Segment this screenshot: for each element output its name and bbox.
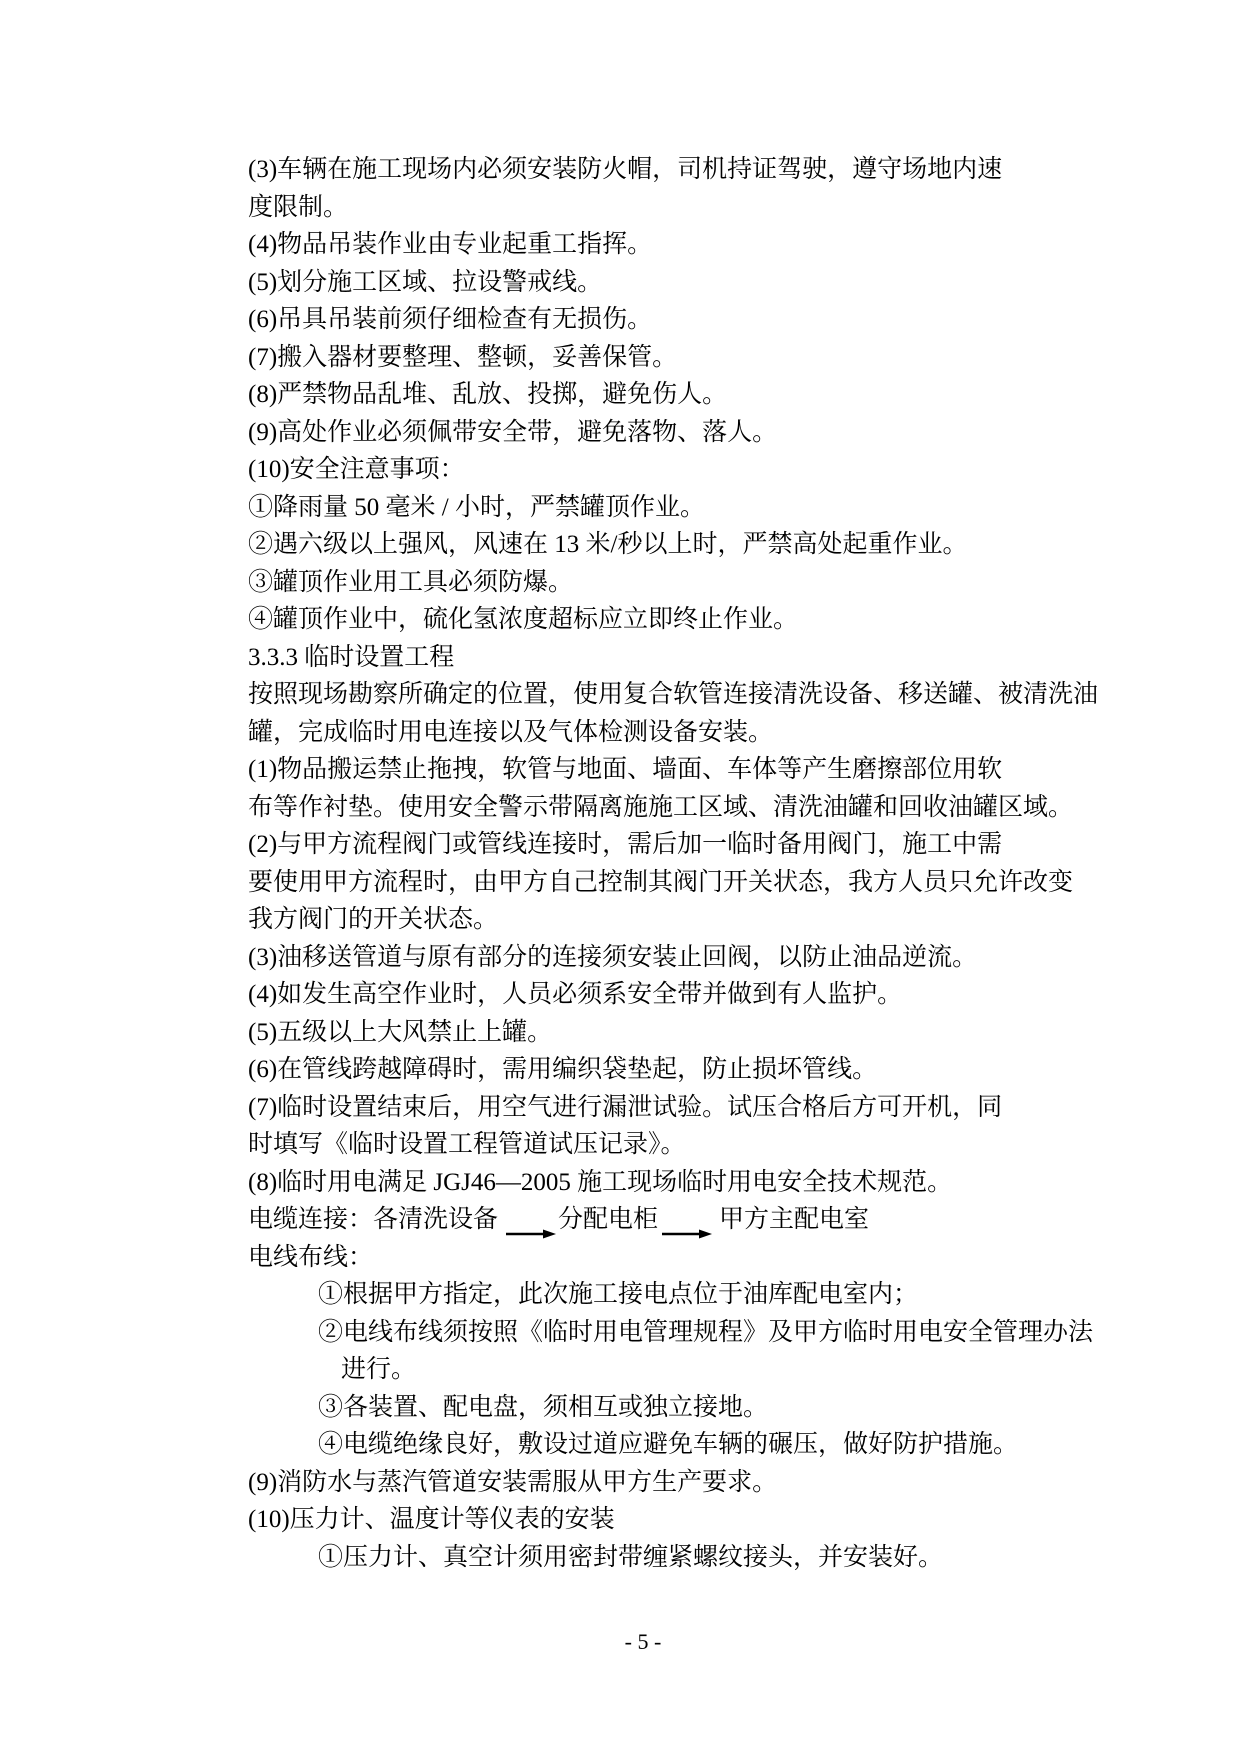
setup-item-list — [248, 751, 1148, 1201]
list-item — [248, 751, 1148, 826]
note-line: ①降雨量 50 毫米 / 小时，严禁罐顶作业。 — [248, 493, 705, 521]
list-item-line: 要使用甲方流程时，由甲方自己控制其阀门开关状态，我方人员只允许改变 — [248, 868, 1074, 896]
paragraph-line: 罐，完成临时用电连接以及气体检测设备安装。 — [248, 718, 774, 746]
arrow-right-icon — [506, 1229, 556, 1239]
intro-paragraph — [248, 676, 1148, 751]
list-item — [248, 1014, 1148, 1052]
note-line: 进行。 — [341, 1356, 417, 1383]
list-item — [248, 414, 1148, 452]
list-item-line: (9)高处作业必须佩带安全带，避免落物、落人。 — [248, 418, 778, 446]
list-item — [248, 1501, 1148, 1539]
list-item — [248, 1089, 1148, 1164]
note-line: ①压力计、真空计须用密封带缠紧螺纹接头，并安装好。 — [318, 1543, 944, 1571]
note-line: ②遇六级以上强风，风速在 13 米/秒以上时，严禁高处起重作业。 — [248, 531, 968, 558]
safety-item-list — [248, 151, 1148, 489]
list-item-line: (7)搬入器材要整理、整顿，妥善保管。 — [248, 343, 678, 371]
wiring-notes — [248, 1276, 1148, 1464]
note-line: ④罐顶作业中，硫化氢浓度超标应立即终止作业。 — [248, 606, 799, 633]
instrument-notes — [248, 1539, 1148, 1577]
safety-notes — [248, 489, 1148, 639]
list-item-line: (4)物品吊装作业由专业起重工指挥。 — [248, 231, 653, 258]
list-item-line: (5)五级以上大风禁止上罐。 — [248, 1018, 553, 1046]
list-item — [248, 301, 1148, 339]
note-line: ①根据甲方指定，此次施工接电点位于油库配电室内； — [318, 1281, 919, 1308]
list-item-line: (1)物品搬运禁止拖拽，软管与地面、墙面、车体等产生磨擦部位用软 — [248, 756, 1003, 783]
list-item-line: (3)车辆在施工现场内必须安装防火帽，司机持证驾驶，遵守场地内速 — [248, 156, 1003, 183]
list-item — [248, 826, 1148, 939]
list-item — [248, 339, 1148, 377]
list-item — [248, 226, 1148, 264]
list-item-line: (6)在管线跨越障碍时，需用编织袋垫起，防止损坏管线。 — [248, 1056, 878, 1083]
section-heading: 3.3.3 临时设置工程 — [248, 643, 455, 671]
list-item — [248, 1464, 1148, 1502]
list-item-line: 布等作衬垫。使用安全警示带隔离施施工区域、清洗油罐和回收油罐区域。 — [248, 793, 1074, 821]
paragraph-line: 按照现场勘察所确定的位置，使用复合软管连接清洗设备、移送罐、被清洗油 — [248, 681, 1099, 708]
list-item — [248, 376, 1148, 414]
flow-step: 各清洗设备 — [373, 1206, 499, 1233]
note-line: ④电缆绝缘良好，敷设过道应避免车辆的碾压，做好防护措施。 — [318, 1431, 1019, 1458]
list-item-line: (5)划分施工区域、拉设警戒线。 — [248, 268, 603, 296]
list-item — [248, 451, 1148, 489]
note-line: ③各装置、配电盘，须相互或独立接地。 — [318, 1393, 769, 1421]
list-item — [248, 976, 1148, 1014]
list-item — [248, 1164, 1148, 1202]
flow-step: 分配电柜 — [558, 1206, 659, 1233]
list-item-line: (6)吊具吊装前须仔细检查有无损伤。 — [248, 306, 653, 333]
list-item — [248, 151, 1148, 226]
list-item — [248, 264, 1148, 302]
note-line: ③罐顶作业用工具必须防爆。 — [248, 568, 574, 596]
list-item-line: (9)消防水与蒸汽管道安装需服从甲方生产要求。 — [248, 1468, 778, 1496]
list-item-line: (8)临时用电满足 JGJ46—2005 施工现场临时用电安全技术规范。 — [248, 1168, 953, 1196]
list-item — [248, 1051, 1148, 1089]
list-item-line: (7)临时设置结束后，用空气进行漏泄试验。试压合格后方可开机，同 — [248, 1093, 1003, 1121]
cable-connection-flow — [248, 1201, 1148, 1239]
page-number: - 5 - — [624, 1629, 662, 1654]
arrow-right-icon — [662, 1229, 712, 1239]
list-item-line: (2)与甲方流程阀门或管线连接时，需后加一临时备用阀门，施工中需 — [248, 831, 1003, 858]
list-item-line: (10)安全注意事项： — [248, 456, 465, 483]
list-item-line: (10)压力计、温度计等仪表的安装 — [248, 1506, 615, 1533]
list-item-line: (8)严禁物品乱堆、乱放、投掷，避免伤人。 — [248, 381, 728, 408]
wiring-label: 电线布线： — [248, 1243, 374, 1271]
cable-connection-label: 电缆连接： — [248, 1206, 374, 1233]
document-body — [248, 151, 1148, 1576]
list-item-line: (3)油移送管道与原有部分的连接须安装止回阀，以防止油品逆流。 — [248, 943, 978, 971]
list-item-line: 我方阀门的开关状态。 — [248, 906, 499, 933]
list-item — [248, 939, 1148, 977]
list-item-line: 时填写《临时设置工程管道试压记录》。 — [248, 1131, 686, 1158]
list-item-line: (4)如发生高空作业时，人员必须系安全带并做到有人监护。 — [248, 981, 903, 1008]
list-item-line: 度限制。 — [248, 193, 349, 221]
note-line: ②电线布线须按照《临时用电管理规程》及甲方临时用电安全管理办法 — [318, 1318, 1094, 1346]
flow-step: 甲方主配电室 — [719, 1206, 870, 1233]
setup-item-list-continued — [248, 1464, 1148, 1539]
